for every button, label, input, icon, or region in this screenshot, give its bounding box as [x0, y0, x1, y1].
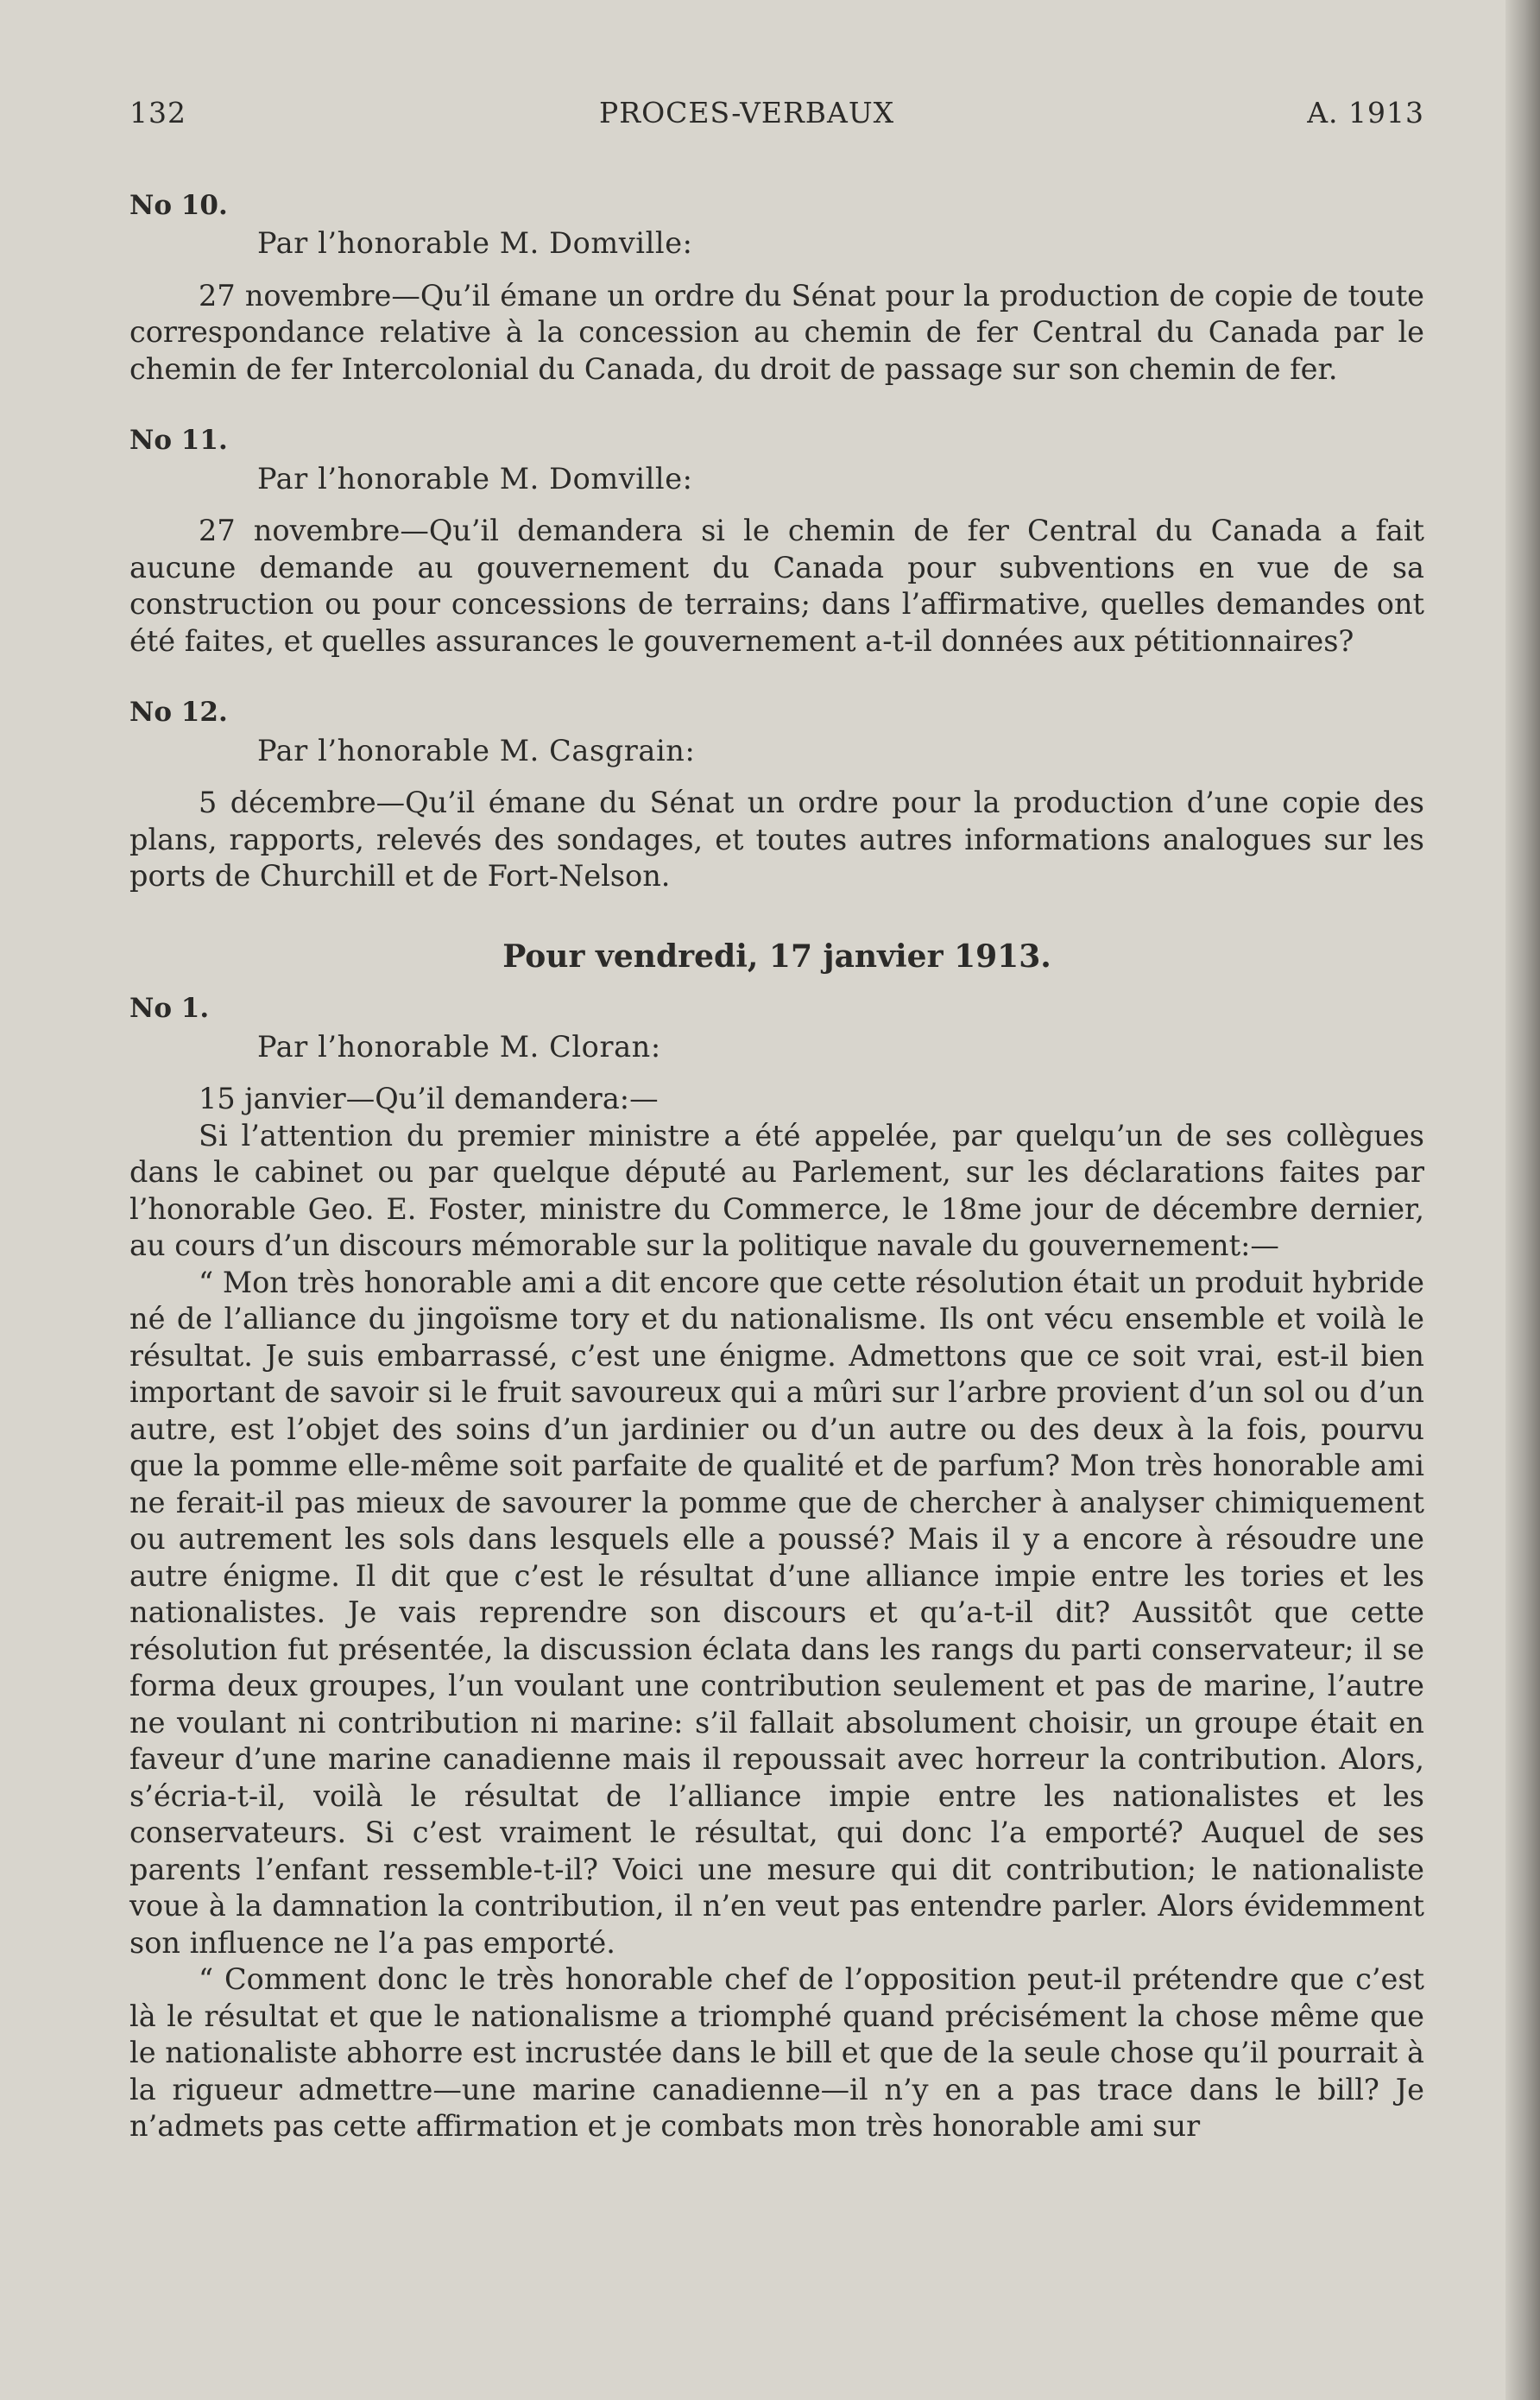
- motion-text: 27 novembre—Qu’il demandera si le chemin de fer Central du Canada a fait aucune demande au gouvernement du Canada pour subventions en vue de sa construction ou pour concessions de terrains; dans l’affirmative, quelles demandes ont été faites, et quelles assurances le gouvernement a-t-il données aux pétitionnaires?: [129, 514, 1424, 658]
- page-header: [129, 95, 1424, 132]
- header-year: A. 1913: [1307, 96, 1424, 129]
- motion-text: 27 novembre—Qu’il émane un ordre du Sénat pour la production de copie de toute correspondance relative à la concession au chemin de fer Central du Canada par le chemin de fer Intercolonial du Canada, du droit de passage sur son chemin de fer.: [129, 278, 1424, 386]
- motion-mover: Par l’honorable M. Domville:: [257, 461, 693, 496]
- motion-number: No 11.: [129, 425, 228, 456]
- motion-date-line: 15 janvier—Qu’il demandera:—: [199, 1082, 659, 1115]
- quoted-speech-continued: “ Comment donc le très honorable chef de l’opposition peut-il prétendre que c’est là le résultat et que le nationalisme a triomphé quand précisément la chose même que le nationaliste abhorre est incrustée dans le bill et que de la seule chose qu’il pourrait à la rigueur admettre—une marine canadienne—il n’y en a pas trace dans le bill? Je n’admets pas cette affirmation et je combats mon très honorable ami sur: [129, 1962, 1424, 2143]
- motion-text: 5 décembre—Qu’il émane du Sénat un ordre pour la production d’une copie des plans, rapports, relevés des sondages, et toutes autres informations analogues sur les ports de Churchill et de Fort-Nelson.: [129, 786, 1424, 893]
- motion-number: No 12.: [129, 697, 228, 728]
- motion-mover: Par l’honorable M. Cloran:: [257, 1029, 661, 1064]
- motion-mover: Par l’honorable M. Domville:: [257, 226, 693, 260]
- motion-mover: Par l’honorable M. Casgrain:: [257, 733, 696, 767]
- motion-no-1: [129, 990, 1424, 2145]
- quoted-speech: “ Mon très honorable ami a dit encore que cette résolution était un produit hybride né de l’alliance du jingoïsme tory et du nationalisme. Ils ont vécu ensemble et voilà le résultat. Je suis embarrassé, c’est une énigme. Admettons que ce soit vrai, est-il bien important de savoir si le fruit savoureux qui a mûri sur l’arbre provient d’un sol ou d’un autre, est l’objet des soins d’un jardinier ou d’un autre ou des deux à la fois, pourvu que la pomme elle-même soit parfaite de qualité et de parfum? Mon très honorable ami ne ferait-il pas mieux de savourer la pomme que de chercher à analyser chimiquement ou autrement les sols dans lesquels elle a poussé? Mais il y a encore à résoudre une autre énigme. Il dit que c’est le résultat d’une alliance impie entre les tories et les nationalistes. Je vais reprendre son discours et qu’a-t-il dit? Aussitôt que cette résolution fut présentée, la discussion éclata dans les rangs du parti conservateur; il se forma deux groupes, l’un voulant une contribution seulement et pas de marine, l’autre ne voulant ni contribution ni marine: s’il fallait absolument choisir, un groupe était en faveur d’une marine canadienne mais il repoussait avec horreur la contribution. Alors, s’écria-t-il, voilà le résultat de l’alliance impie entre les nationalistes et les conservateurs. Si c’est vraiment le résultat, qui donc l’a emporté? Auquel de ses parents l’enfant ressemble-t-il? Voici une mesure qui dit contribution; le nationaliste voue à la damnation la contribution, il n’en veut pas entendre parler. Alors évidemment son influence ne l’a pas emporté.: [129, 1265, 1424, 1960]
- motion-no-11: [129, 422, 1424, 660]
- page-number: 132: [129, 96, 186, 129]
- motion-no-10: [129, 187, 1424, 388]
- running-title: PROCES-VERBAUX: [599, 96, 895, 129]
- section-heading: Pour vendredi, 17 janvier 1913.: [502, 938, 1051, 975]
- motion-number: No 10.: [129, 189, 228, 221]
- page-content: [129, 95, 1424, 2145]
- motion-number: No 1.: [129, 993, 210, 1024]
- motion-question: Si l’attention du premier ministre a été appelée, par quelqu’un de ses collègues dans le cabinet ou par quelque député au Parlement, sur les déclarations faites par l’honorable Geo. E. Foster, ministre du Commerce, le 18me jour de décembre dernier, au cours d’un discours mémorable sur la politique navale du gouvernement:—: [129, 1118, 1424, 1262]
- page-edge-shadow: [1505, 0, 1540, 2400]
- motion-no-12: [129, 694, 1424, 895]
